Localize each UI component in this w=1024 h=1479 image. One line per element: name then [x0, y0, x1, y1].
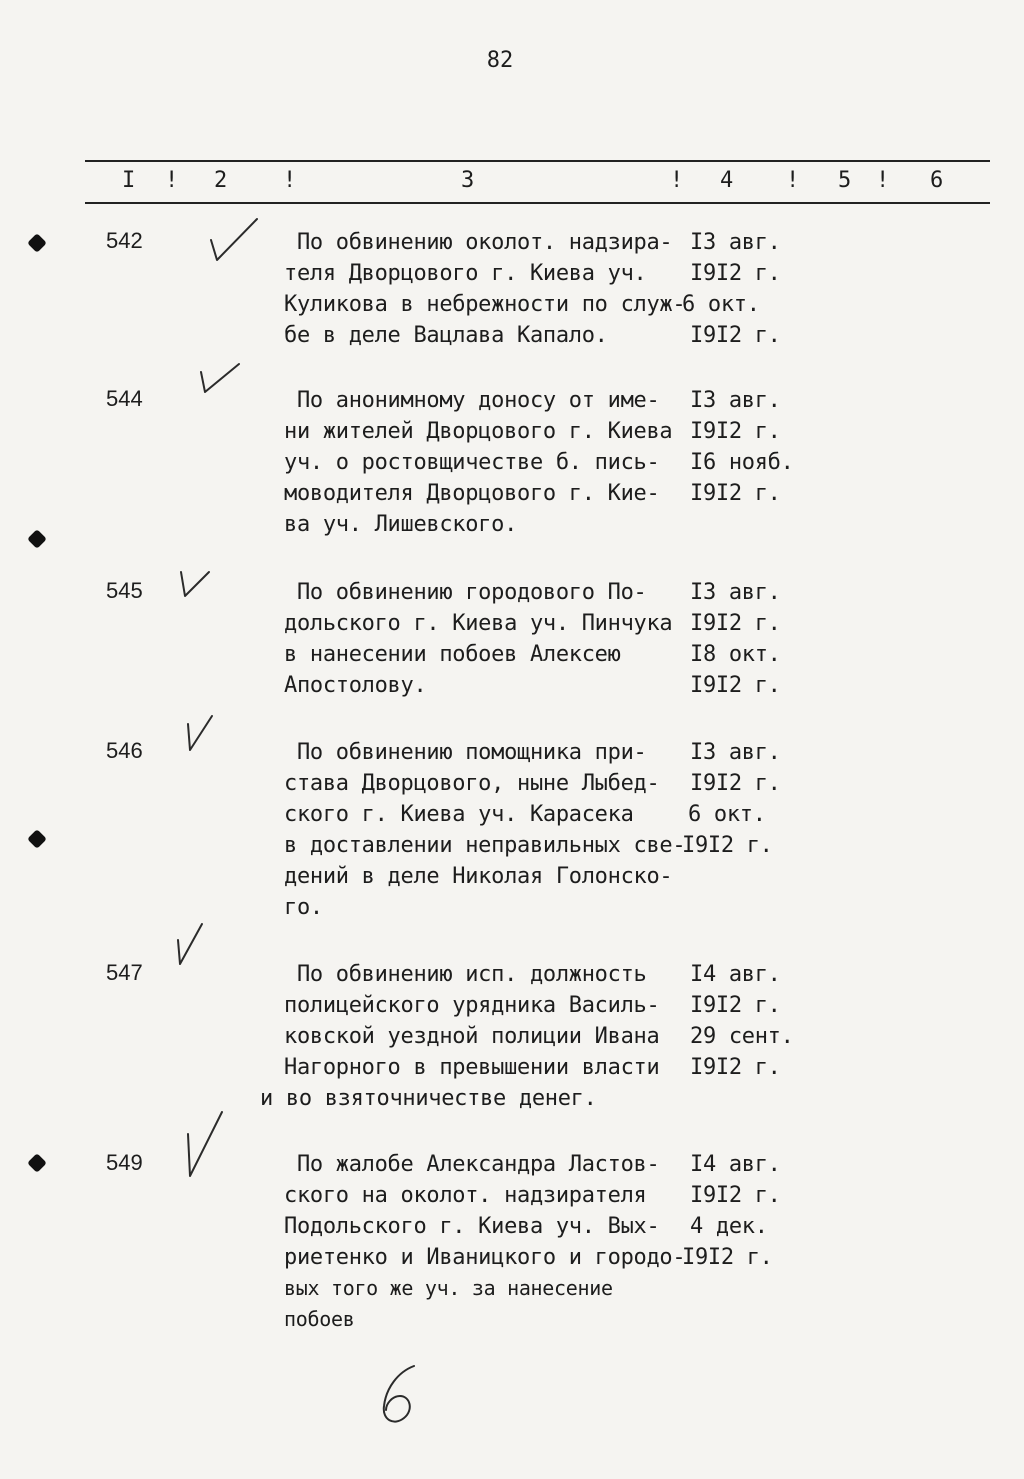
entry-description-line: дений в деле Николая Голонско- [284, 864, 673, 889]
entry-description-line: По обвинению исп. должность [284, 962, 647, 987]
entry-description-line: ва уч. Лишевского. [284, 512, 518, 537]
entry-date-line: I9I2 г. [690, 673, 781, 698]
entry-date-line: I3 авг. [690, 740, 781, 765]
entry-description-line: По обвинению помощника при- [284, 740, 647, 765]
entry-description-line: теля Дворцового г. Киева уч. [284, 261, 647, 286]
col-header-4: 4 [720, 168, 734, 193]
entry-date-line: I9I2 г. [690, 771, 781, 796]
entry-description-line: в доставлении неправильных све- [284, 833, 686, 858]
entry-date-line: I9I2 г. [690, 611, 781, 636]
entry-number: 546 [106, 738, 143, 763]
entry-description-line: Нагорного в превышении власти [284, 1055, 660, 1080]
entry-description-line: ни жителей Дворцового г. Киева [284, 419, 673, 444]
entry-description-line: моводителя Дворцового г. Кие- [284, 481, 660, 506]
entry-date-line: I3 авг. [690, 230, 781, 255]
punch-hole-icon [27, 1153, 47, 1173]
entry-description-line: в нанесении побоев Алексею [284, 642, 621, 667]
entry-description-line: По жалобе Александра Ластов- [284, 1152, 660, 1177]
entry-description-line: побоев [284, 1307, 355, 1331]
entry-date-line: 29 сент. [690, 1024, 794, 1049]
entry-description-line: дольского г. Киева уч. Пинчука [284, 611, 673, 636]
entry-description-line: го. [284, 895, 323, 920]
entry-date-line: I9I2 г. [690, 993, 781, 1018]
col-header-6: 6 [930, 168, 944, 193]
entry-description-line: По обвинению городового По- [284, 580, 647, 605]
entry-description-line: ковской уездной полиции Ивана [284, 1024, 660, 1049]
col-sep-4: ! [786, 168, 800, 193]
entry-description-line: Куликова в небрежности по служ- [284, 292, 686, 317]
entry-description-line: и во взяточничестве денег. [260, 1086, 597, 1111]
checkmark-icon [182, 712, 218, 756]
entry-date-line: 4 дек. [690, 1214, 768, 1239]
entry-date-line: I9I2 г. [690, 323, 781, 348]
entry-date-line: I3 авг. [690, 388, 781, 413]
entry-description-line: По анонимному доносу от име- [284, 388, 660, 413]
entry-description-line: По обвинению околот. надзира- [284, 230, 673, 255]
col-header-3: 3 [461, 168, 475, 193]
entry-description-line: ского на околот. надзирателя [284, 1183, 647, 1208]
entry-description-line: уч. о ростовщичестве б. пись- [284, 450, 660, 475]
entry-date-line: I9I2 г. [690, 1183, 781, 1208]
col-header-1: I [122, 168, 136, 193]
col-header-5: 5 [838, 168, 852, 193]
punch-hole-icon [27, 529, 47, 549]
col-sep-2: ! [283, 168, 297, 193]
entry-description-line: бе в деле Вацлава Капало. [284, 323, 608, 348]
col-header-2: 2 [214, 168, 228, 193]
checkmark-icon [205, 215, 265, 265]
entry-date-line: I9I2 г. [682, 833, 773, 858]
checkmark-icon [180, 1108, 230, 1184]
entry-date-line: I6 нояб. [690, 450, 794, 475]
entry-date-line: I4 авг. [690, 962, 781, 987]
punch-hole-icon [27, 829, 47, 849]
entry-date-line: I9I2 г. [690, 481, 781, 506]
header-top-rule [85, 160, 990, 162]
entry-date-line: I4 авг. [690, 1152, 781, 1177]
col-sep-5: ! [876, 168, 890, 193]
entry-description-line: риетенко и Иваницкого и городо- [284, 1245, 686, 1270]
entry-number: 544 [106, 386, 143, 411]
entry-date-line: 6 окт. [682, 292, 760, 317]
entry-number: 547 [106, 960, 143, 985]
entry-number: 542 [106, 228, 143, 253]
header-bottom-rule [85, 202, 990, 204]
entry-number: 545 [106, 578, 143, 603]
entry-number: 549 [106, 1150, 143, 1175]
checkmark-icon [195, 360, 245, 400]
entry-description-line: вых того же уч. за нанесение [284, 1276, 613, 1300]
checkmark-icon [170, 920, 210, 970]
entry-date-line: I9I2 г. [690, 1055, 781, 1080]
entry-description-line: ского г. Киева уч. Карасека [284, 802, 634, 827]
page-number: 82 [486, 48, 514, 73]
entry-date-line: 6 окт. [688, 802, 766, 827]
punch-hole-icon [27, 233, 47, 253]
entry-date-line: I8 окт. [690, 642, 781, 667]
checkmark-icon [175, 566, 215, 602]
entry-description-line: полицейского урядника Василь- [284, 993, 660, 1018]
col-sep-1: ! [165, 168, 179, 193]
entry-description-line: Апостолову. [284, 673, 427, 698]
entry-date-line: I9I2 г. [690, 261, 781, 286]
handwritten-sheet-number [370, 1360, 430, 1430]
entry-date-line: I3 авг. [690, 580, 781, 605]
entry-date-line: I9I2 г. [682, 1245, 773, 1270]
entry-date-line: I9I2 г. [690, 419, 781, 444]
col-sep-3: ! [670, 168, 684, 193]
entry-description-line: става Дворцового, ныне Лыбед- [284, 771, 660, 796]
entry-description-line: Подольского г. Киева уч. Вых- [284, 1214, 660, 1239]
